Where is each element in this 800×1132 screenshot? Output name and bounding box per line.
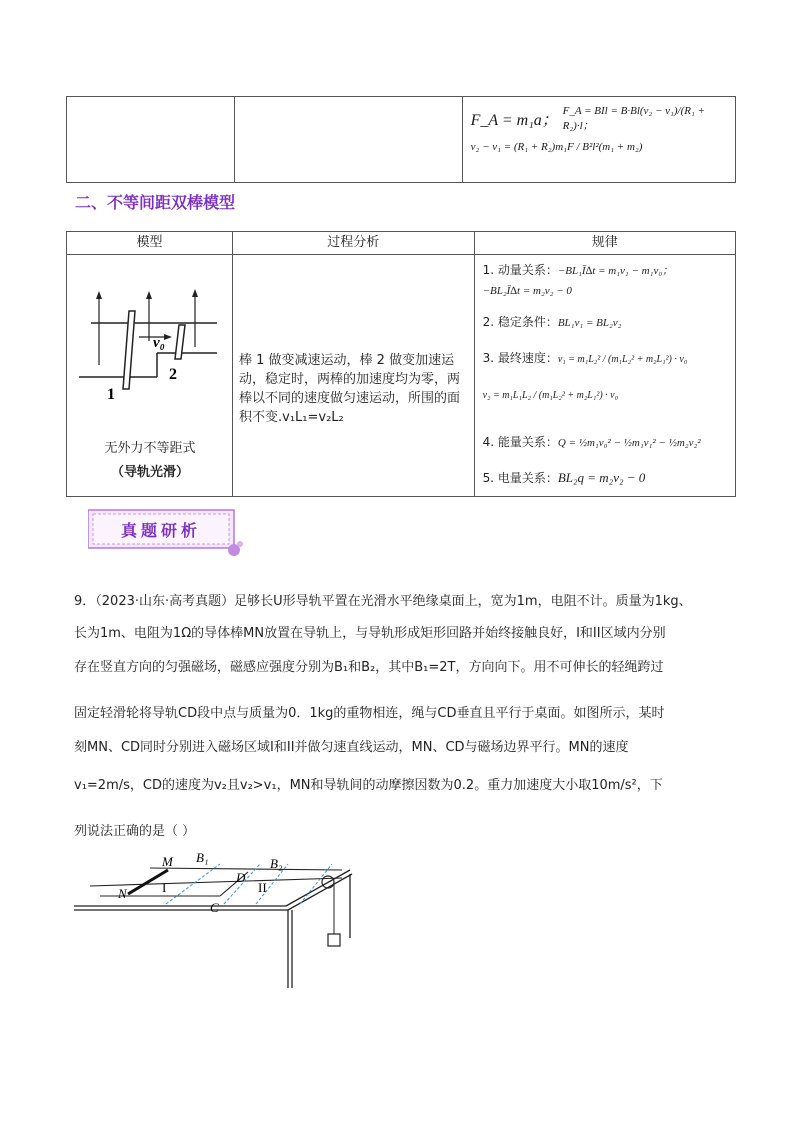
rule-2-label: 2. 稳定条件： <box>482 315 558 329</box>
label-region-II: II <box>258 880 267 895</box>
rule-5 <box>483 469 735 486</box>
header-process: 过程分析 <box>233 232 475 255</box>
rod1-label: 1 <box>107 386 115 403</box>
model-cell <box>67 255 233 497</box>
label-region-I: I <box>162 880 167 895</box>
section-title: 二、不等间距双棒模型 <box>75 193 236 212</box>
label-M: M <box>162 854 173 869</box>
question-line-6: v₁=2m/s，CD的速度为v₂且v₂>v₁，MN和导轨间的动摩擦因数为0.2。重力加速度大小取10m/s²，下 <box>74 778 663 793</box>
model-caption: 无外力不等距式 <box>104 441 196 456</box>
double-rod-figure <box>77 285 227 405</box>
banner-text: 真题研析 <box>120 521 201 540</box>
process-text: 棒 1 做变减速运动，棒 2 做变加速运动，稳定时，两棒的加速度均为零，两棒以不同的速度做匀速运动，所围的面积不变.v₁L₁=v₂L₂ <box>239 353 461 425</box>
rule-5-label: 5. 电量关系： <box>482 471 558 485</box>
rule-1-formula: −BL₁Ī∆t = m₁v₁ − m₁v₀； <box>557 265 674 277</box>
label-B2: B₂ <box>270 856 283 871</box>
rail-table-figure <box>70 848 370 998</box>
top-table <box>66 96 736 183</box>
rules-cell <box>474 255 735 497</box>
rule-2 <box>483 313 735 330</box>
rule-3b-formula: v₂ = m₁L₁L₂ / (m₁L₂² + m₂L₁²) · v₀ <box>482 390 619 401</box>
label-D: D <box>236 870 246 885</box>
question-line-4: 固定轻滑轮将导轨CD段中点与质量为0．1kg的重物相连，绳与CD垂直且平行于桌面。如图所示，某时 <box>74 706 665 721</box>
label-B1: B₁ <box>196 850 209 865</box>
model-table <box>66 231 736 497</box>
rule-1 <box>483 261 735 278</box>
fa-detail: F_A = BIl = B·Bl(v₂ − v₁)/(R₁ + R₂)·l； <box>562 105 705 132</box>
rule-5-formula: BL₂q = m₂v₂ − 0 <box>557 470 646 485</box>
question-line-5: 刻MN、CD同时分别进入磁场区域I和II并做匀速直线运动，MN、CD与磁场边界平行。MN的速度 <box>74 740 629 755</box>
question-line-3: 存在竖直方向的匀强磁场，磁感应强度分别为B₁和B₂，其中B₁=2T，方向向下。用不可伸长的轻绳跨过 <box>74 660 664 675</box>
rule-4-label: 4. 能量关系： <box>482 435 558 449</box>
label-C: C <box>210 900 219 915</box>
rule-1-label: 1. 动量关系： <box>482 263 558 277</box>
rule-3-label: 3. 最终速度： <box>482 351 558 365</box>
rule-2-formula: BL₁v₁ = BL₂v₂ <box>557 317 622 329</box>
rule-1b <box>483 283 735 297</box>
rule-3 <box>483 349 735 366</box>
rule-3-formula: v₁ = m₁L₂² / (m₁L₂² + m₂L₁²) · v₀ <box>557 354 688 365</box>
top-cell-rules <box>462 97 735 183</box>
rule-4-formula: Q = ½m₁v₀² − ½m₁v₁² − ½m₂v₂² <box>557 437 701 449</box>
v-formula: v₂ − v₁ = (R₁ + R₂)m₁F / B²l²(m₁ + m₂) <box>470 141 643 153</box>
header-rules: 规律 <box>474 232 735 255</box>
process-cell <box>233 255 475 497</box>
rod2-label: 2 <box>169 366 177 383</box>
question-line-2: 长为1m、电阻为1Ω的导体棒MN放置在导轨上，与导轨形成矩形回路并始终接触良好，I和II区域内分别 <box>74 626 666 641</box>
v0-label: v₀ <box>153 335 165 351</box>
rule-3b <box>483 387 735 401</box>
question-line-7: 列说法正确的是（ ） <box>74 824 196 839</box>
section-banner <box>88 508 238 550</box>
label-N: N <box>118 886 127 901</box>
top-cell-process <box>234 97 462 183</box>
top-cell-model <box>67 97 235 183</box>
header-model: 模型 <box>67 232 233 255</box>
rule-1b-formula: −BL₂Ī∆t = m₂v₂ − 0 <box>482 285 572 297</box>
fa-formula: F_A = m₁a； <box>470 112 558 129</box>
model-sub: （导轨光滑） <box>110 465 189 480</box>
rule-4 <box>483 433 735 450</box>
question-line-1: 9．（2023·山东·高考真题）足够长U形导轨平置在光滑水平绝缘桌面上，宽为1m，电阻不计。质量为1kg、 <box>74 594 692 609</box>
